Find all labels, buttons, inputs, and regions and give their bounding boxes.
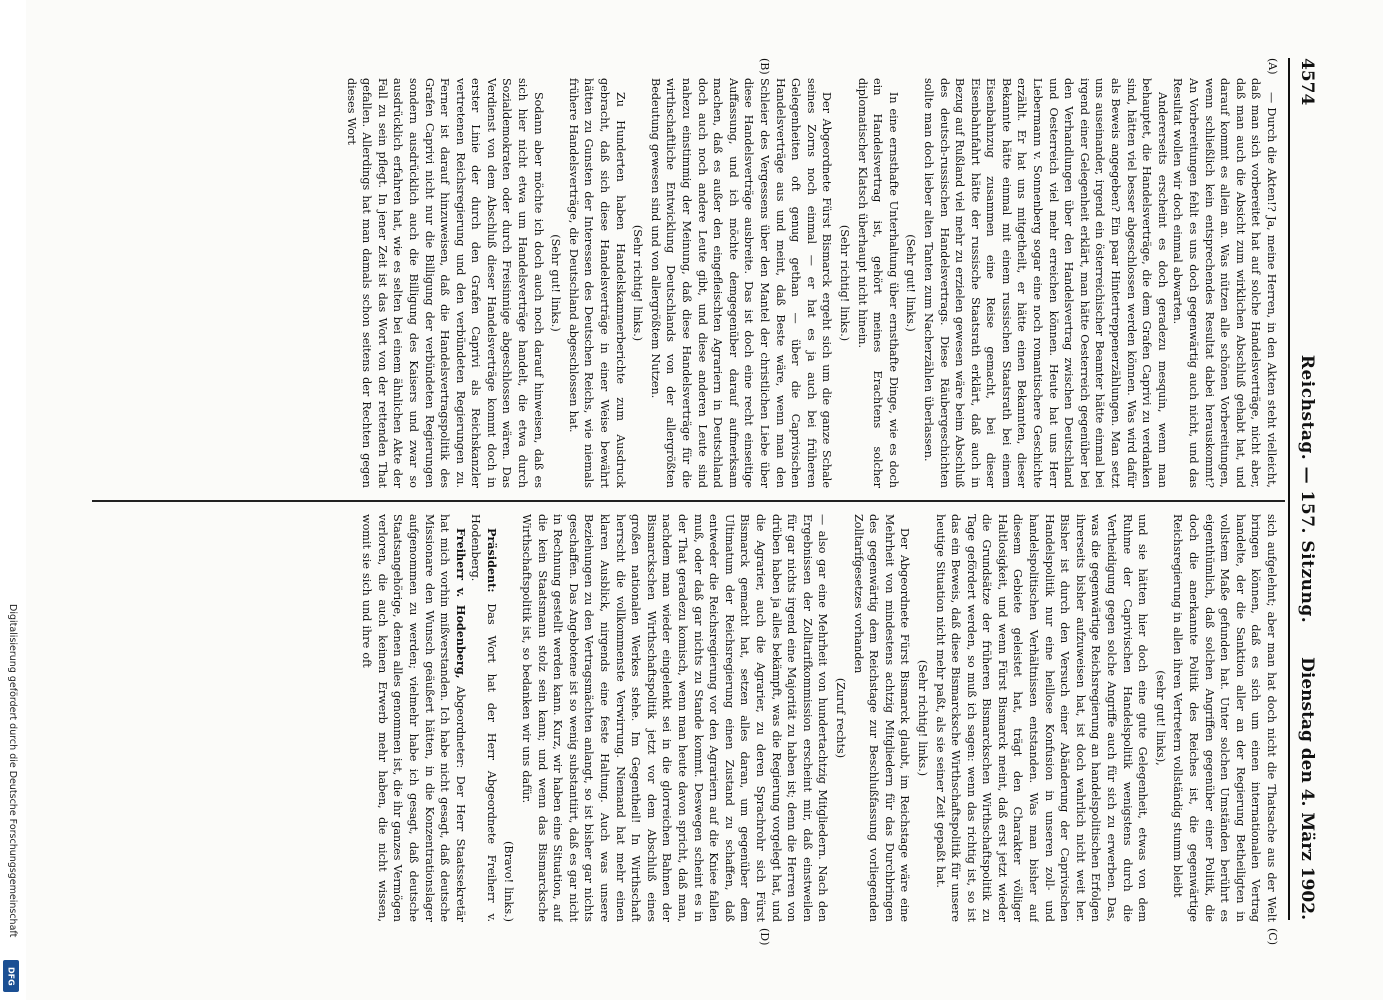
interjection: (Sehr richtig! links.) xyxy=(915,659,929,777)
speaker-text: Das Wort hat der Herr Abgeordnete Freiherr v. Hodenberg. xyxy=(469,514,498,922)
session-date: Dienstag den 4. März 1902. xyxy=(1297,657,1317,920)
paragraph: Zu Hunderten haben Handelskammerberichte zum Ausdruck gebracht, daß sich diese Handelsverträge in einer Weise bewährt hätten zu Gunsten der Interessen des Deutschen Reichs, wie niemals frühere Handelsverträge, die Deutschland abgeschlossen hat. xyxy=(566,78,627,488)
funding-credit: Digitalisierung gefördert durch die Deutsche Forschungsgemeinschaft xyxy=(7,604,18,938)
margin-marker-b: (B) xyxy=(758,58,771,75)
speaker-paragraph xyxy=(468,514,499,922)
margin-marker-a: (A) xyxy=(1266,58,1279,75)
page-header xyxy=(1293,58,1321,920)
paragraph: In eine ernsthafte Unterhaltung über ernsthafte Dinge, wie es doch ein Handelsvertrag ist, gehört meines Erachtens solcher diplomatischer Klatsch überhaupt nicht hinein. xyxy=(855,78,900,488)
paragraph: — also gar eine Mehrheit von hundertachtzig Mitgliedern. Nach den Ergebnissen der Zolltarifkommission erscheint mir, daß einstweilen für gar nichts irgend eine Majorität zu haben ist; denn die Herren von drüben haben ja alles bekämpft, was die Regierung vorgelegt hat, und die Agrarier, auch die Agrarier, zu deren Sprachrohr sich Fürst Bismarck gemacht hat, setzen alles daran, um gegenüber dem Ultimatum der Reichsregierung einen Zustand zu schaffen, daß entweder die Reichsregierung vor den Agrariern auf die Kniee fallen muß, oder daß gar nichts zu Stande kommt. Deswegen scheint es in der That geradezu komisch, wenn man heute davon spricht, daß man, nachdem man wieder eingelenkt sei in die glorreichen Bahnen der Bismarckschen Wirthschaftspolitik jetzt vor dem Abschluß eines großen nationalen Werkes stehe. Im Gegentheil! In Wirthschaft herrscht die vollkommenste Verwirrung. Niemand hat mehr einen klaren Ausblick, nirgends eine feste Haltung. Auch was unsere Beziehungen zu den Vertragsmächten anlangt, so ist bisher gar nichts geschaffen. Das Angebotene ist so wenig substantiirt, daß es gar nicht in Rechnung gestellt werden kann. Kurz, wir haben eine Situation, auf die kein Staatsmann stolz sein kann; und wenn das Bismarcksche Wirthschaftspolitik ist, so bedanken wir uns dafür. xyxy=(520,514,830,922)
speaker-text: Abgeordneter: Der Herr Staatssekretär hat mich vorhin mißverstanden. Ich habe nicht gesagt, daß deutsche Missionare den Wunsch geäußert hätten, in die Konzentrationslager aufgenommen zu werden; vielmehr habe ich gesagt, daß deutsche Staatsangehörige, denen alles genommen ist, die ihr ganzes Vermögen verloren, die auch keinen Erwerb mehr haben, die nicht wissen, womit sie sich und ihre oft xyxy=(360,514,467,922)
margin-marker-d: (D) xyxy=(758,928,771,946)
speaker-label: Präsident: xyxy=(484,528,499,593)
paragraph: — Durch die Akten!? Ja, meine Herren, in den Akten steht vielleicht, daß man sich vorbereitet hat auf solche Handelsverträge, nicht aber, daß man auch die Absicht zum wirklichen Abschluß gehabt hat, und darauf kommt es allein an. Was nützen alle schönen Vorbereitungen, wenn schließlich kein entsprechendes Resultat dabei herauskommt? An Vorbereitungen fehlt es uns doch gegenwärtig auch nicht, und das Resultat wollen wir doch einmal abwarten. xyxy=(1171,78,1278,488)
interjection: (Sehr gut! links.) xyxy=(549,234,563,332)
margin-marker-c: (C) xyxy=(1266,928,1279,945)
paragraph: Andererseits erscheint es doch geradezu mesquin, wenn man behauptet, die Handelsverträge, die dem Grafen Caprivi zu verdanken sind, hätten viel besser abgeschlossen werden können. Was wird dafür als Beweis angegeben? Ein paar Hintertreppenerzählungen. Man setzt uns auseinander, irgend ein österreichischer Beamter hätte einmal bei irgend einer Gelegenheit erklärt, man hätte Oesterreich gegenüber bei den Verhandlungen über den Handelsvertrag zwischen Deutschland und Oesterreich viel mehr erreichen können. Heute hat uns Herr Liebermann v. Sonnenberg sogar eine noch romantischere Geschichte erzählt. Er hat uns mitgetheilt, er hätte einen Bekannten, dieser Bekannte hätte einmal mit einem russischen Staatsrath bei einem Eisenbahnzug zusammen eine Reise gemacht, bei dieser Eisenbahnfahrt hätte der russische Staatsrath erklärt, daß auch in Bezug auf Rußland viel mehr zu erzielen gewesen wäre beim Abschluß des deutsch-russischen Handelsvertrags. Diese Räubergeschichten sollte man doch lieber alten Tanten zum Nacherzählen überlassen. xyxy=(921,78,1169,488)
interjection: (Sehr richtig! links.) xyxy=(837,224,851,342)
paragraph: Der Abgeordnete Fürst Bismarck glaubt, im Reichstage wäre eine Mehrheit von mindestens achtzig Mitgliedern für das Durchbringen des gegenwärtig dem Reichstage zur Beschlußfassung vorliegenden Zolltarifgesetzes vorhanden xyxy=(851,514,912,922)
interjection: (sehr gut! links), xyxy=(1153,670,1167,766)
paragraph: und sie hätten hier doch eine gute Gelegenheit, etwas von dem Ruhme der Caprivischen Handelspolitik wenigstens durch die Vertheidigung gegen solche Angriffe auch für sich zu erwerben. Das, was die gegenwärtige Reichsregierung an handelspolitischen Erfolgen ihrerseits bisher aufzuweisen hat, ist doch wahrlich nicht weit her. Bisher ist durch den Versuch einer Abänderung der Caprivischen Handelspolitik nur eine heillose Konfusion in unseren zoll- und handelspolitischen Verhältnissen entstanden. Was man bisher auf diesem Gebiete geleistet hat, trägt den Charakter völliger Haltlosigkeit, und wenn Fürst Bismarck meint, daß erst jetzt wieder die Grundsätze der früheren Bismarckschen Wirthschaftspolitik zu Tage gefördert werden, so muß ich sagen: wenn das richtig ist, so ist das ein Beweis, daß diese Bismarcksche Wirthschaftspolitik für unsere heutige Situation nicht mehr paßt, als sie seiner Zeit gepaßt hat. xyxy=(933,514,1150,922)
page-title: Reichstag. — 157. Sitzung. xyxy=(1297,354,1317,624)
paragraph: sich aufgelehnt; aber man hat doch nicht die Thatsache aus der Welt bringen können, daß es sich um einen internationalen Vertrag handelte, der die Sanktion aller an der Regierung Betheiligten in vollstem Maße gefunden hat. Unter solchen Umständen berührt es eigenthümlich, daß solchen Angriffen gegenüber einer Politik, die doch die anerkannte Politik des Reiches ist, die gegenwärtige Reichsregierung in allen ihren Vertretern vollständig stumm bleibt xyxy=(1171,514,1278,922)
interjection: (Sehr gut! links.) xyxy=(904,234,918,332)
right-column xyxy=(92,514,1279,922)
paragraph: Sodann aber möchte ich doch auch noch darauf hinweisen, daß es sich hier nicht etwa um Handelsverträge handelt, die etwa durch Sozialdemokraten oder durch Freisinnige abgeschlossen wären. Das Verdienst von dem Abschluß dieser Handelsverträge kommt doch in erster Linie der durch den Grafen Caprivi als Reichskanzler vertretenen Reichsregierung und den verbündeten Regierungen zu. Ferner ist darauf hinzuweisen, daß die Handelsvertragspolitik des Grafen Caprivi nicht nur die Billigung der verbündeten Regierungen sondern ausdrücklich auch die Billigung des Kaisers und zwar so ausdrücklich erfahren hat, wie es selten bei einem ähnlichen Akte der Fall zu sein pflegt. In jener Zeit ist das Wort von der rettenden That gefallen. Allerdings hat man damals schon seitens der Rechten gegen dieses Wort xyxy=(344,78,545,488)
speaker-label: Freiherr v. Hodenberg, xyxy=(453,528,468,679)
interjection: (Bravo! links.) xyxy=(502,840,516,922)
interjection: (Zuruf rechts) xyxy=(833,677,847,759)
speaker-paragraph xyxy=(359,514,468,922)
column-divider xyxy=(92,500,1285,502)
dfg-logo-icon: DFG xyxy=(3,960,19,992)
interjection: (Sehr richtig! links.) xyxy=(631,224,645,342)
credit-strip xyxy=(0,0,26,1000)
header-rule xyxy=(1288,58,1290,920)
left-column xyxy=(92,78,1279,488)
paragraph: Der Abgeordnete Fürst Bismarck ergeht sich um die ganze Schale seines Zorns noch einmal — er hat es ja auch bei früheren Gelegenheiten oft genug gethan — über die Caprivischen Handelsverträge aus und meint, daß Beste wäre, wenn man den Schleier des Vergessens über den Mantel der christlichen Liebe über diese Handelsverträge ausbreite. Das ist doch eine recht einseitige Auffassung, und ich möchte demgegenüber darauf aufmerksam machen, daß es außer den eingefleischten Agrariern in Deutschland doch auch noch andere Leute gibt, und diese anderen Leute sind nahezu einstimmig der Meinung, daß diese Handelsverträge für die wirthschaftliche Entwicklung Deutschlands von der allergrößten Bedeutung gewesen sind und von allergrößtem Nutzen. xyxy=(648,78,834,488)
page-number: 4574 xyxy=(1297,58,1317,106)
